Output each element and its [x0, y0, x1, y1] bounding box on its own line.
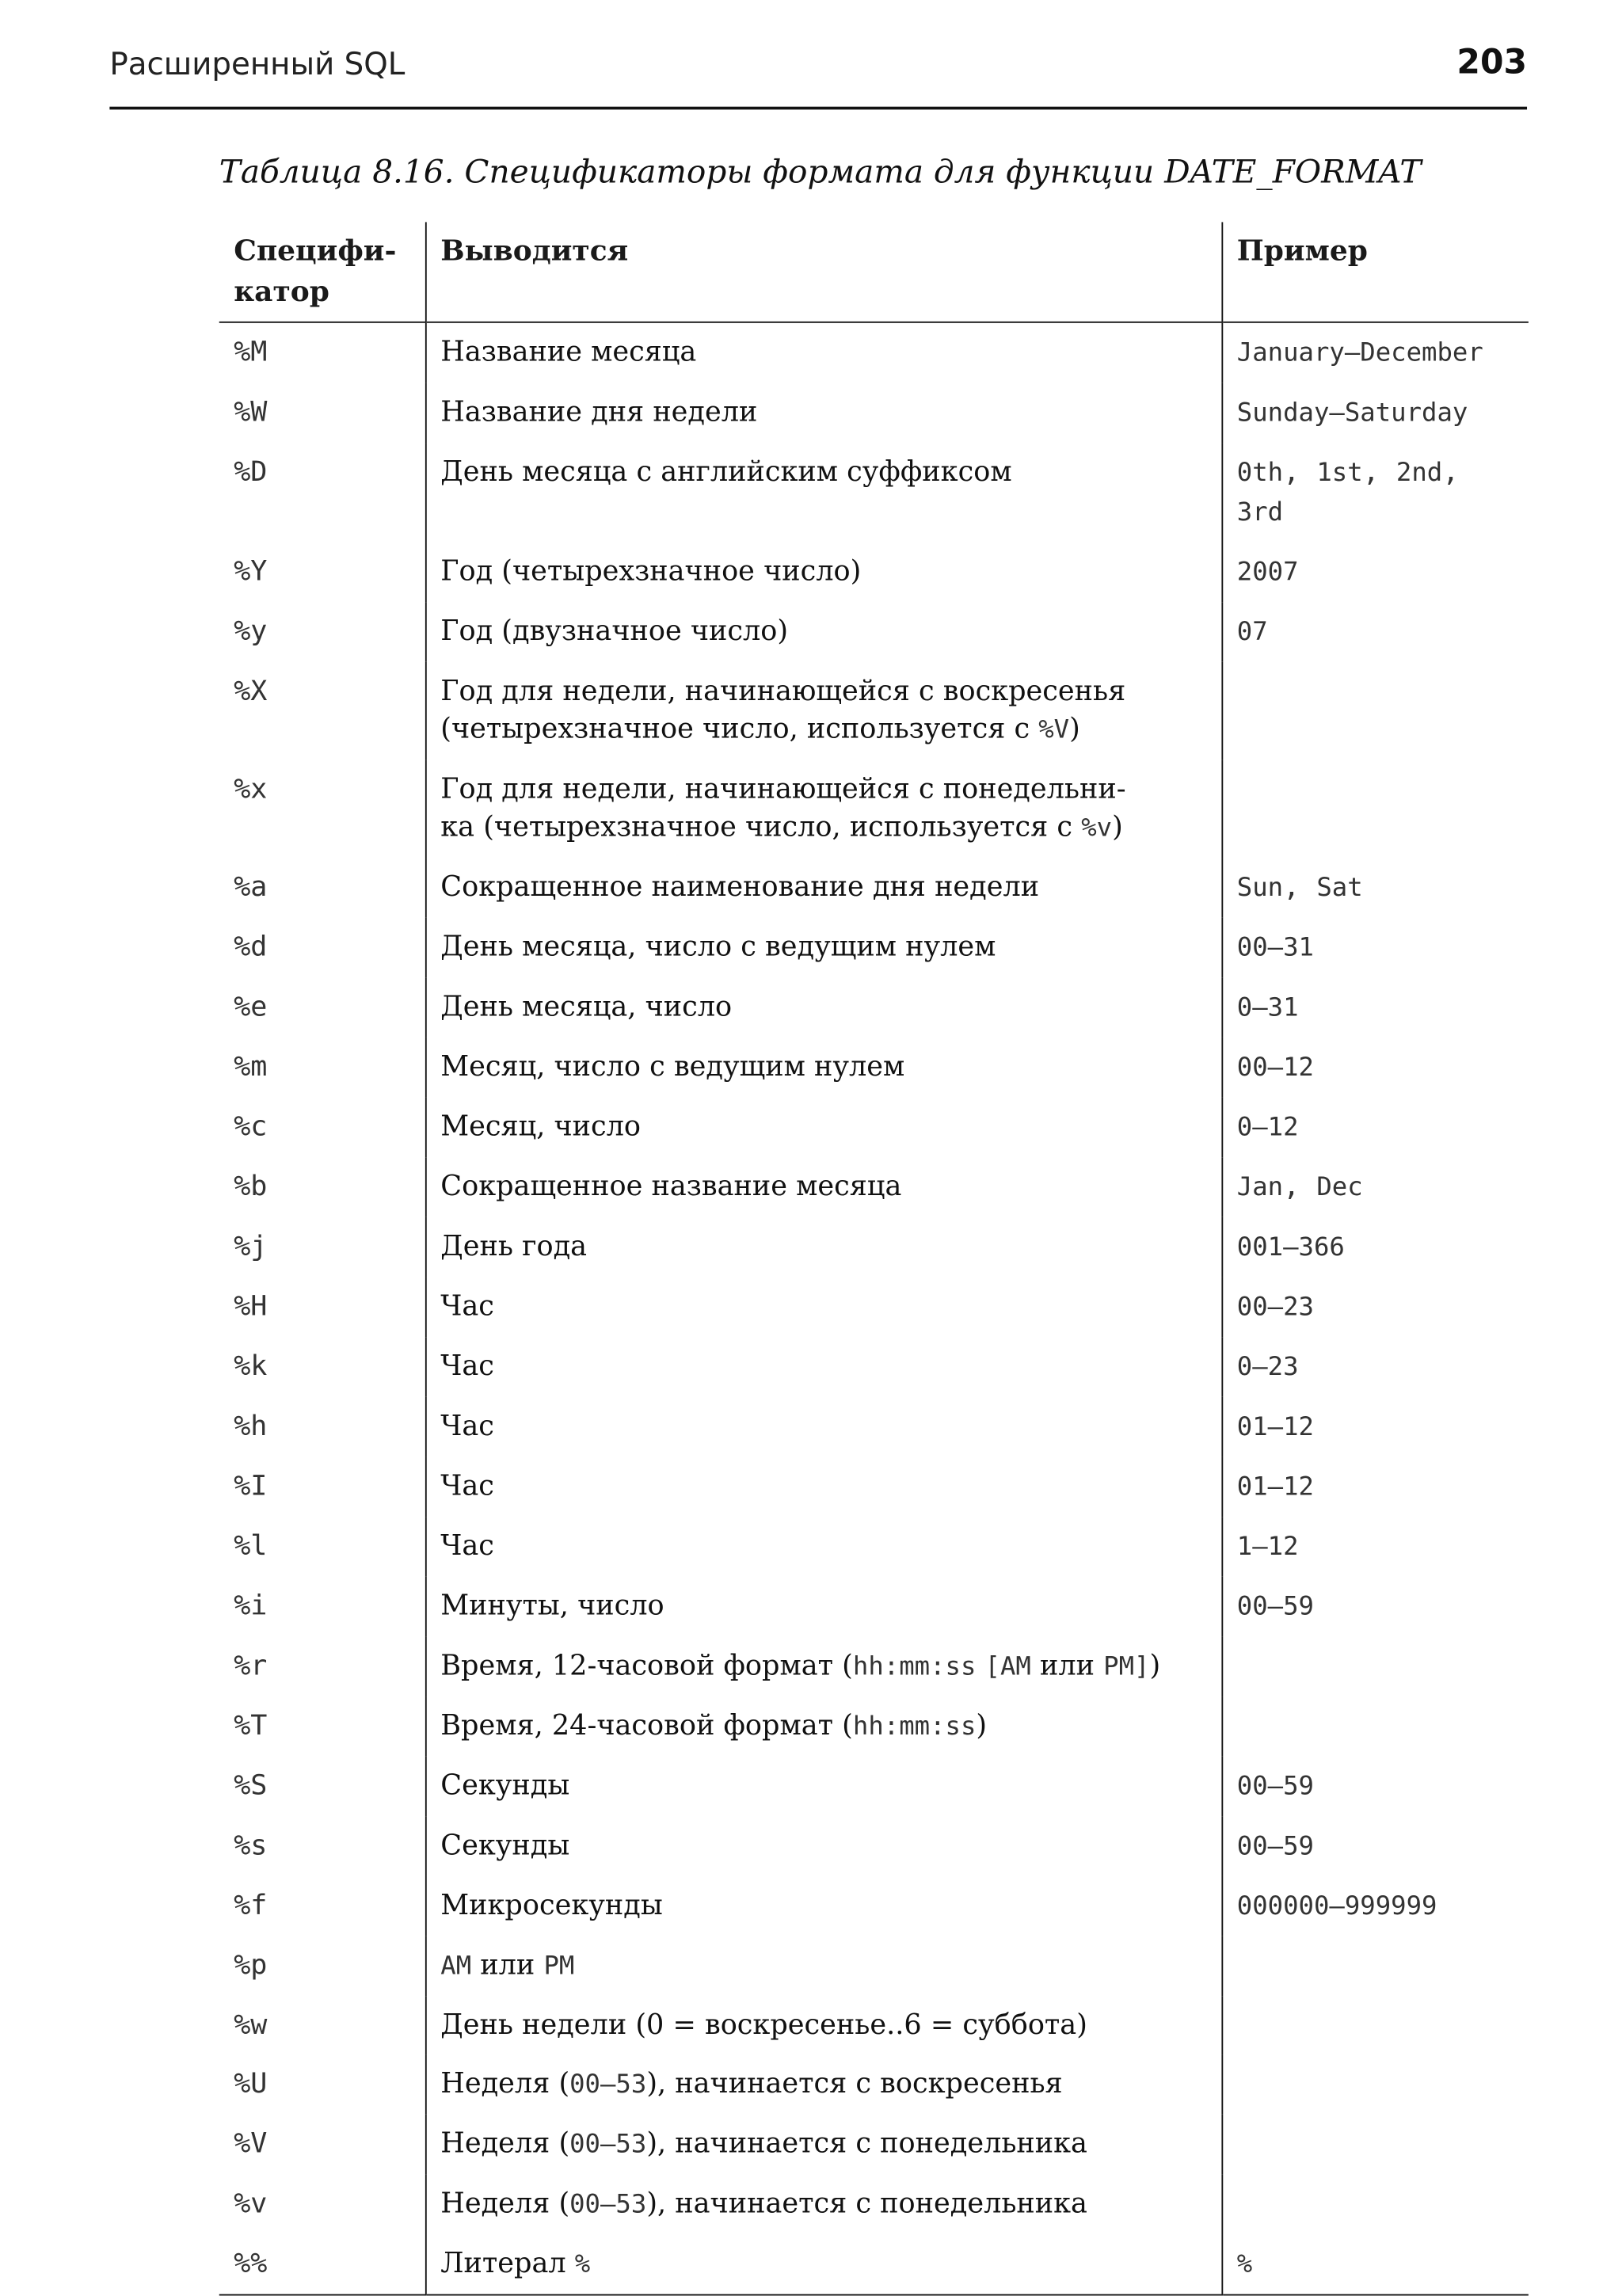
example-cell — [1221, 1636, 1528, 1696]
code-fragment: 000000—999999 — [1236, 1892, 1437, 1922]
description-cell — [425, 1157, 1222, 1217]
text-fragment: День месяца, число с ведущим нулем — [440, 931, 996, 963]
text-fragment: ), начинается с понедельника — [646, 2127, 1087, 2160]
example-cell — [1221, 1996, 1528, 2054]
description-cell — [425, 2234, 1222, 2295]
text-fragment: или — [471, 1949, 544, 1982]
specifier-cell: %l — [234, 1529, 268, 1563]
specifier-cell: %y — [234, 615, 268, 648]
code-fragment: 3rd — [1236, 498, 1284, 528]
text-fragment: ) — [1069, 713, 1080, 745]
text-fragment: День недели (0 = воскресенье..6 = суббота) — [440, 2009, 1087, 2042]
section-title: Расширенный SQL — [109, 47, 406, 82]
specifier-cell: %p — [234, 1949, 268, 1982]
code-fragment: PM — [543, 1951, 575, 1982]
header-divider — [109, 107, 1527, 110]
description-cell — [425, 542, 1222, 602]
text-fragment: Месяц, число — [440, 1110, 642, 1143]
specifier-cell: %T — [234, 1709, 268, 1742]
specifier-cell: %i — [234, 1590, 268, 1622]
description-cell — [425, 383, 1222, 443]
example-cell — [1221, 1577, 1528, 1637]
table-row — [219, 443, 1529, 542]
code-fragment: 00—59 — [1236, 1593, 1315, 1622]
example-cell — [1221, 1157, 1528, 1217]
code-fragment: 0—23 — [1236, 1353, 1299, 1383]
text-fragment: Неделя ( — [440, 2187, 570, 2220]
example-cell — [1221, 443, 1528, 542]
code-fragment: 00—12 — [1236, 1053, 1315, 1083]
example-cell — [1221, 1816, 1528, 1876]
text-fragment: День месяца с английским суффиксом — [440, 455, 1012, 489]
code-fragment: 01—12 — [1236, 1413, 1315, 1443]
description-cell — [425, 322, 1222, 383]
text-fragment: Неделя ( — [440, 2127, 570, 2160]
description-cell — [425, 1397, 1222, 1457]
text-fragment: ), начинается с понедельника — [646, 2187, 1087, 2220]
text-fragment: ) — [976, 1709, 988, 1742]
specifier-cell: %e — [234, 990, 268, 1023]
table-row — [219, 1816, 1529, 1876]
code-fragment: %v — [1081, 813, 1113, 843]
code-fragment: 01—12 — [1236, 1472, 1315, 1502]
specifier-cell: %U — [234, 2067, 268, 2100]
table-row — [219, 977, 1529, 1038]
text-fragment: Микросекунды — [440, 1889, 663, 1922]
specifier-cell: %V — [234, 2127, 268, 2160]
column-header-specifier: Специфи- катор — [219, 222, 425, 322]
code-fragment: Jan — [1236, 1173, 1284, 1203]
code-fragment: 1—12 — [1236, 1533, 1299, 1563]
text-fragment: Литерал — [440, 2247, 575, 2280]
specifier-cell: %a — [234, 870, 268, 904]
example-cell — [1221, 1038, 1528, 1098]
table-header-row — [219, 222, 1529, 322]
code-fragment: 001—366 — [1236, 1233, 1345, 1263]
description-cell — [425, 1277, 1222, 1338]
example-cell — [1221, 1936, 1528, 1997]
table-row — [219, 322, 1529, 383]
table-row — [219, 602, 1529, 662]
description-cell — [425, 1337, 1222, 1397]
code-fragment: 00—59 — [1236, 1772, 1315, 1802]
code-fragment: AM — [440, 1951, 472, 1982]
specifier-cell: %S — [234, 1769, 268, 1802]
code-fragment: 0—12 — [1236, 1113, 1299, 1143]
code-fragment: PM] — [1103, 1652, 1150, 1682]
example-cell — [1221, 322, 1528, 383]
text-fragment: Сокращенное наименование дня недели — [440, 870, 1040, 904]
text-fragment: Час — [440, 1470, 494, 1502]
table-row — [219, 2174, 1529, 2234]
description-cell — [425, 858, 1222, 918]
code-fragment: [AM — [984, 1652, 1031, 1682]
specifier-cell: %j — [234, 1230, 268, 1263]
code-fragment: % — [574, 2250, 591, 2280]
specifier-cell: %x — [234, 773, 268, 805]
example-cell — [1221, 1098, 1528, 1158]
example-cell — [1221, 1277, 1528, 1338]
specifier-cell: %s — [234, 1829, 268, 1862]
table-row — [219, 2234, 1529, 2295]
text-fragment: или — [1030, 1650, 1104, 1682]
code-fragment: 00—53 — [569, 2070, 647, 2100]
example-cell — [1221, 542, 1528, 602]
text-fragment: , — [1442, 455, 1476, 489]
description-cell — [425, 2115, 1222, 2175]
text-fragment: День месяца, число — [440, 990, 733, 1023]
specifier-cell: %f — [234, 1889, 268, 1922]
description-cell — [425, 2054, 1222, 2115]
description-cell — [425, 1098, 1222, 1158]
table-row — [219, 2115, 1529, 2175]
example-cell — [1221, 918, 1528, 978]
description-cell — [425, 918, 1222, 978]
table-caption: Таблица 8.16. Спецификаторы формата для функции DATE_FORMAT — [219, 154, 1422, 192]
table-body — [219, 322, 1529, 2295]
specifier-cell: %v — [234, 2187, 268, 2220]
table-row — [219, 542, 1529, 602]
text-fragment: Сокращенное название месяца — [440, 1170, 902, 1203]
table-row — [219, 858, 1529, 918]
text-fragment: Час — [440, 1410, 494, 1443]
example-cell — [1221, 977, 1528, 1038]
text-fragment: Название месяца — [440, 336, 697, 368]
code-fragment: 00—59 — [1236, 1832, 1315, 1862]
specifier-cell: %d — [234, 931, 268, 963]
code-fragment: hh:mm:ss — [852, 1712, 977, 1742]
text-fragment: Минуты, число — [440, 1590, 664, 1622]
table-row — [219, 1517, 1529, 1577]
specifier-cell: %W — [234, 395, 268, 428]
description-cell — [425, 1038, 1222, 1098]
table-row — [219, 1936, 1529, 1997]
table-row — [219, 1757, 1529, 1817]
page-number: 203 — [1456, 44, 1528, 82]
running-header — [109, 44, 1527, 105]
example-cell — [1221, 1217, 1528, 1277]
example-cell — [1221, 2054, 1528, 2115]
example-cell — [1221, 1517, 1528, 1577]
example-cell — [1221, 1757, 1528, 1817]
description-cell — [425, 1696, 1222, 1757]
table-row — [219, 1038, 1529, 1098]
table-row — [219, 1277, 1529, 1338]
text-fragment: День года — [440, 1230, 588, 1263]
example-cell — [1221, 662, 1528, 760]
text-fragment: , — [1283, 1170, 1317, 1203]
table-row — [219, 1337, 1529, 1397]
example-cell — [1221, 1337, 1528, 1397]
code-fragment: January—December — [1236, 339, 1483, 368]
description-cell — [425, 1996, 1222, 2054]
text-fragment: Год для недели, начинающейся с понедельни- ка (четырехзначное число, используется с — [440, 773, 1126, 843]
description-cell — [425, 1217, 1222, 1277]
example-cell — [1221, 858, 1528, 918]
description-cell — [425, 1816, 1222, 1876]
example-cell — [1221, 602, 1528, 662]
text-fragment: Час — [440, 1290, 494, 1323]
table-row — [219, 760, 1529, 858]
specifier-cell: %b — [234, 1170, 268, 1203]
text-fragment: Час — [440, 1350, 494, 1383]
example-cell — [1221, 2115, 1528, 2175]
table-row — [219, 1456, 1529, 1517]
code-fragment: 07 — [1236, 618, 1268, 648]
code-fragment: 2nd — [1395, 459, 1443, 489]
specifier-cell: %r — [234, 1650, 268, 1682]
text-fragment: Месяц, число с ведущим нулем — [440, 1050, 905, 1083]
description-cell — [425, 1936, 1222, 1997]
description-cell — [425, 1757, 1222, 1817]
text-fragment: Неделя ( — [440, 2067, 570, 2100]
code-fragment: 00—31 — [1236, 933, 1315, 963]
specifier-cell: %I — [234, 1470, 268, 1502]
specifier-cell: %w — [234, 2009, 268, 2042]
description-cell — [425, 1636, 1222, 1696]
specifier-cell: %D — [234, 455, 268, 489]
example-cell — [1221, 1397, 1528, 1457]
code-fragment: 0—31 — [1236, 993, 1299, 1023]
text-fragment: , — [1283, 455, 1317, 489]
description-cell — [425, 1456, 1222, 1517]
description-cell — [425, 1517, 1222, 1577]
description-cell — [425, 443, 1222, 542]
code-fragment: 00—53 — [569, 2130, 647, 2160]
table-row — [219, 1876, 1529, 1936]
specifier-cell: %M — [234, 336, 268, 368]
code-fragment: Sun — [1236, 874, 1284, 904]
code-fragment: Sat — [1316, 874, 1363, 904]
description-cell — [425, 1876, 1222, 1936]
table-row — [219, 1996, 1529, 2054]
specifier-cell: %m — [234, 1050, 268, 1083]
example-cell — [1221, 383, 1528, 443]
column-header-output: Выводится — [425, 222, 1222, 322]
text-fragment: Секунды — [440, 1829, 570, 1862]
text-fragment: , — [1283, 870, 1317, 904]
description-cell — [425, 602, 1222, 662]
specifier-cell: %h — [234, 1410, 268, 1443]
table-row — [219, 1098, 1529, 1158]
text-fragment: Название дня недели — [440, 395, 758, 428]
text-fragment: Время, 12-часовой формат ( — [440, 1650, 853, 1682]
description-cell — [425, 977, 1222, 1038]
table-row — [219, 1217, 1529, 1277]
example-cell — [1221, 1456, 1528, 1517]
code-fragment: %V — [1038, 716, 1070, 745]
text-fragment: ), начинается с воскресенья — [646, 2067, 1063, 2100]
table-row — [219, 918, 1529, 978]
table-row — [219, 1397, 1529, 1457]
code-fragment: Dec — [1316, 1173, 1363, 1203]
specifier-cell: %H — [234, 1290, 268, 1323]
table-row — [219, 1577, 1529, 1637]
text-fragment — [976, 1650, 984, 1682]
example-cell — [1221, 760, 1528, 858]
code-fragment: 2007 — [1236, 558, 1299, 588]
table-row — [219, 1636, 1529, 1696]
code-fragment: 1st — [1316, 459, 1363, 489]
description-cell — [425, 760, 1222, 858]
description-cell — [425, 2174, 1222, 2234]
example-cell — [1221, 1696, 1528, 1757]
text-fragment: Год (четырехзначное число) — [440, 555, 862, 588]
example-cell — [1221, 2174, 1528, 2234]
text-fragment: Год (двузначное число) — [440, 615, 789, 648]
specifier-cell: %c — [234, 1110, 268, 1143]
table-row — [219, 662, 1529, 760]
code-fragment: hh:mm:ss — [852, 1652, 977, 1682]
text-fragment: Время, 24-часовой формат ( — [440, 1709, 853, 1742]
text-fragment: Секунды — [440, 1769, 570, 1802]
code-fragment: 0th — [1236, 459, 1284, 489]
specifier-cell: %k — [234, 1350, 268, 1383]
text-fragment: , — [1362, 455, 1396, 489]
text-fragment: Час — [440, 1529, 494, 1563]
table-row — [219, 1157, 1529, 1217]
specifier-cell: %% — [219, 2234, 425, 2295]
description-cell — [425, 1577, 1222, 1637]
column-header-example: Пример — [1221, 222, 1528, 322]
table-row — [219, 383, 1529, 443]
text-fragment: ) — [1112, 810, 1123, 843]
example-cell — [1221, 1876, 1528, 1936]
example-cell — [1221, 2234, 1528, 2295]
text-fragment: Год для недели, начинающейся с воскресенья (четырехзначное число, используется с — [440, 675, 1126, 745]
format-specifier-table — [219, 222, 1529, 2295]
table-row — [219, 1696, 1529, 1757]
description-cell — [425, 662, 1222, 760]
specifier-cell: %X — [234, 675, 268, 707]
text-fragment: ) — [1149, 1650, 1161, 1682]
code-fragment: % — [1236, 2250, 1253, 2280]
code-fragment: 00—23 — [1236, 1293, 1315, 1323]
table-row — [219, 2054, 1529, 2115]
code-fragment: 00—53 — [569, 2190, 647, 2220]
code-fragment: Sunday—Saturday — [1236, 398, 1468, 428]
specifier-cell: %Y — [234, 555, 268, 588]
